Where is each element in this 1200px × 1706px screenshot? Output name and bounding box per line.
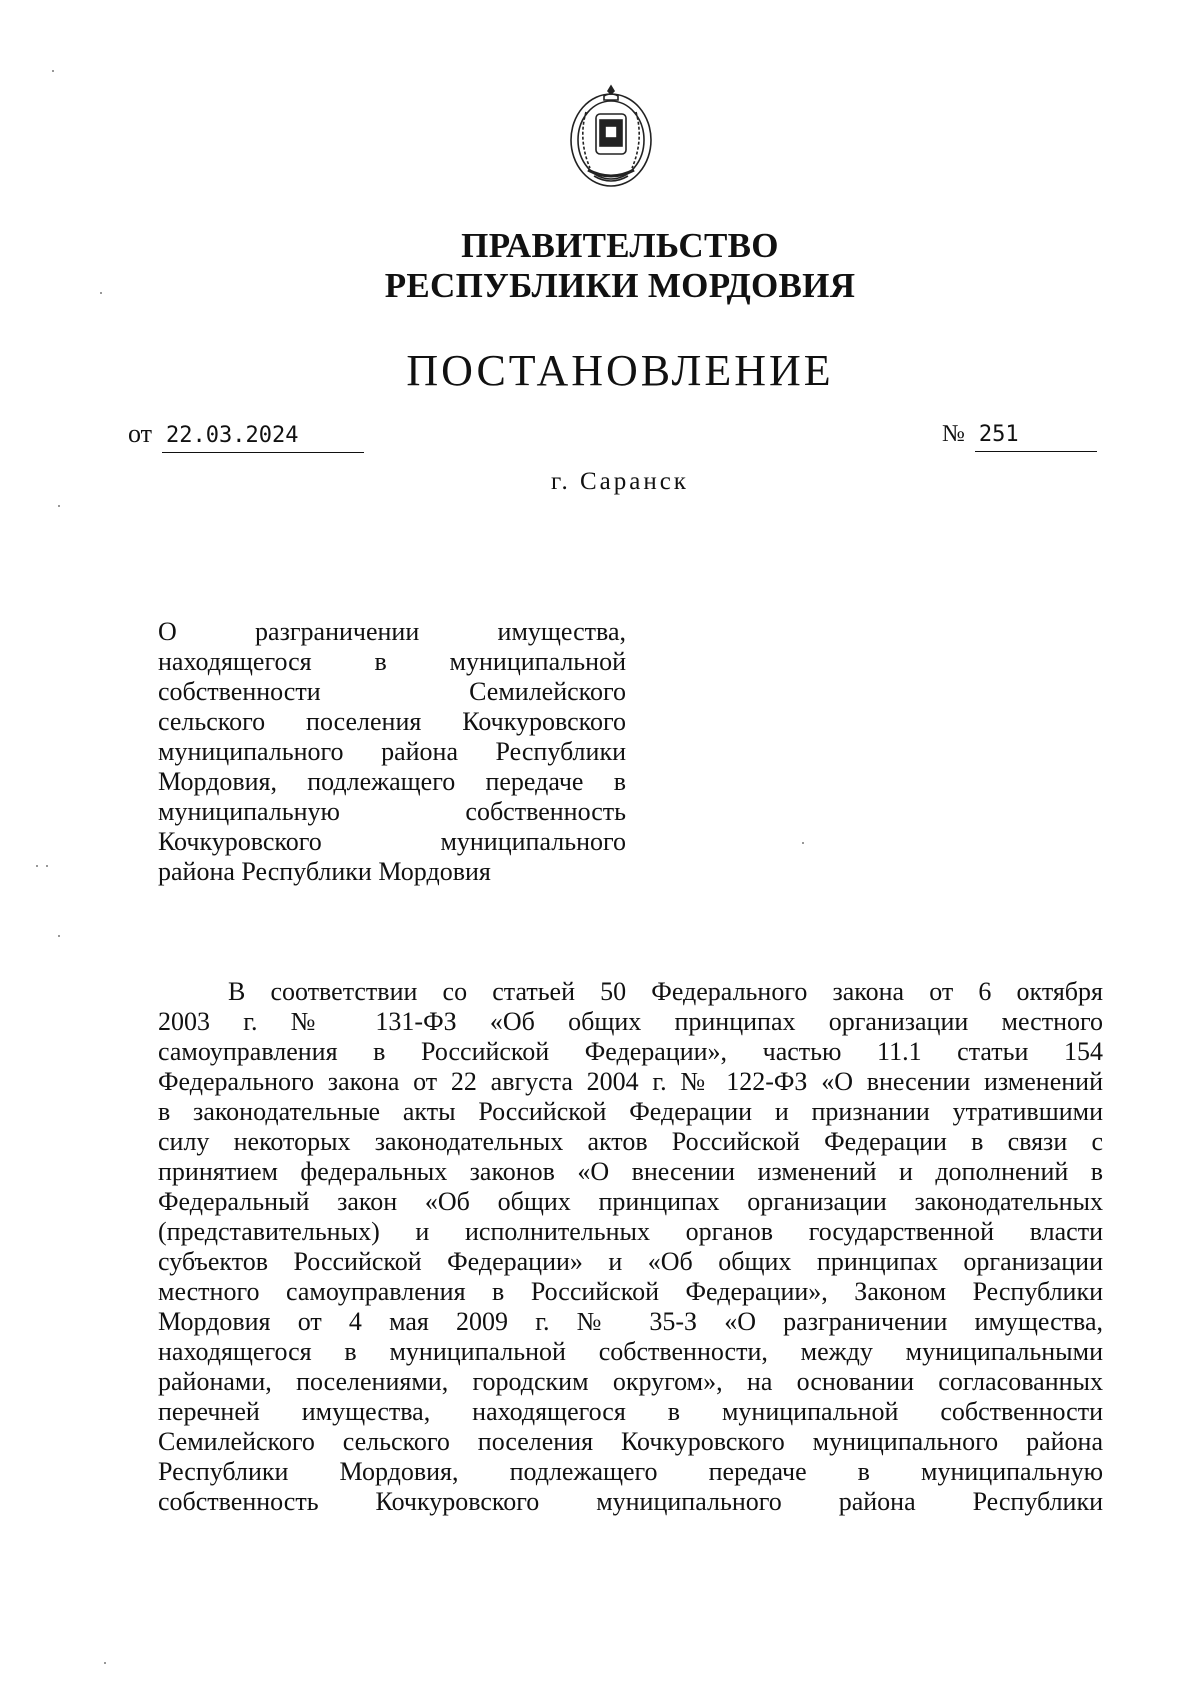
body-line: (представительных) и исполнительных органов государственной власти: [158, 1217, 1103, 1246]
scan-speck: [802, 842, 804, 844]
organization-name-line-2: РЕСПУБЛИКИ МОРДОВИЯ: [384, 266, 856, 305]
scan-speck: [52, 70, 54, 72]
subject-line: муниципальную собственность: [158, 797, 626, 826]
subject-line: собственности Семилейского: [158, 677, 626, 706]
scan-speck: [100, 292, 102, 294]
subject-line: района Республики Мордовия: [158, 857, 491, 886]
body-line: силу некоторых законодательных актов Российской Федерации в связи с: [158, 1127, 1103, 1156]
date-field: [128, 418, 364, 453]
date-value: 22.03.2024: [162, 420, 364, 453]
body-line: районами, поселениями, городским округом», на основании согласованных: [158, 1367, 1103, 1396]
number-field: [942, 418, 1097, 452]
body-line: Республики Мордовия, подлежащего передаче в муниципальную: [158, 1457, 1103, 1486]
body-line: в законодательные акты Российской Федерации и признании утратившими: [158, 1097, 1103, 1126]
subject-line: Кочкуровского муниципального: [158, 827, 626, 856]
city-line: г. Саранск: [551, 468, 689, 495]
subject-line: находящегося в муниципальной: [158, 647, 626, 676]
subject-line: муниципального района Республики: [158, 737, 626, 766]
date-label: от: [128, 419, 153, 448]
subject-block: [158, 617, 626, 887]
organization-name-line-1: ПРАВИТЕЛЬСТВО: [461, 226, 779, 265]
document-type-title: ПОСТАНОВЛЕНИЕ: [406, 346, 834, 395]
scan-speck: [46, 865, 48, 867]
body-line: собственность Кочкуровского муниципального района Республики: [158, 1487, 1103, 1516]
body-line: 2003 г. № 131-ФЗ «Об общих принципах организации местного: [158, 1007, 1103, 1036]
body-text: [158, 977, 1103, 1517]
body-line: В соответствии со статьей 50 Федерального закона от 6 октября: [228, 977, 1103, 1006]
body-line: субъектов Российской Федерации» и «Об общих принципах организации: [158, 1247, 1103, 1276]
body-line: самоуправления в Российской Федерации», частью 11.1 статьи 154: [158, 1037, 1103, 1066]
coat-of-arms-emblem: [568, 82, 654, 192]
subject-line: О разграничении имущества,: [158, 617, 626, 646]
body-line: Семилейского сельского поселения Кочкуровского муниципального района: [158, 1427, 1103, 1456]
subject-line: сельского поселения Кочкуровского: [158, 707, 626, 736]
scan-speck: [36, 865, 38, 867]
body-line: местного самоуправления в Российской Федерации», Законом Республики: [158, 1277, 1103, 1306]
body-line: Федерального закона от 22 августа 2004 г. № 122-ФЗ «О внесении изменений: [158, 1067, 1103, 1096]
scan-speck: [58, 505, 60, 507]
scan-speck: [104, 1662, 106, 1664]
body-line: находящегося в муниципальной собственности, между муниципальными: [158, 1337, 1103, 1366]
body-line: Мордовия от 4 мая 2009 г. № 35-З «О разграничении имущества,: [158, 1307, 1103, 1336]
scan-speck: [58, 935, 60, 937]
body-line: принятием федеральных законов «О внесении изменений и дополнений в: [158, 1157, 1103, 1186]
body-line: перечней имущества, находящегося в муниципальной собственности: [158, 1397, 1103, 1426]
number-label: №: [942, 421, 965, 447]
subject-line: Мордовия, подлежащего передаче в: [158, 767, 626, 796]
number-value: 251: [975, 419, 1097, 452]
body-line: Федеральный закон «Об общих принципах организации законодательных: [158, 1187, 1103, 1216]
